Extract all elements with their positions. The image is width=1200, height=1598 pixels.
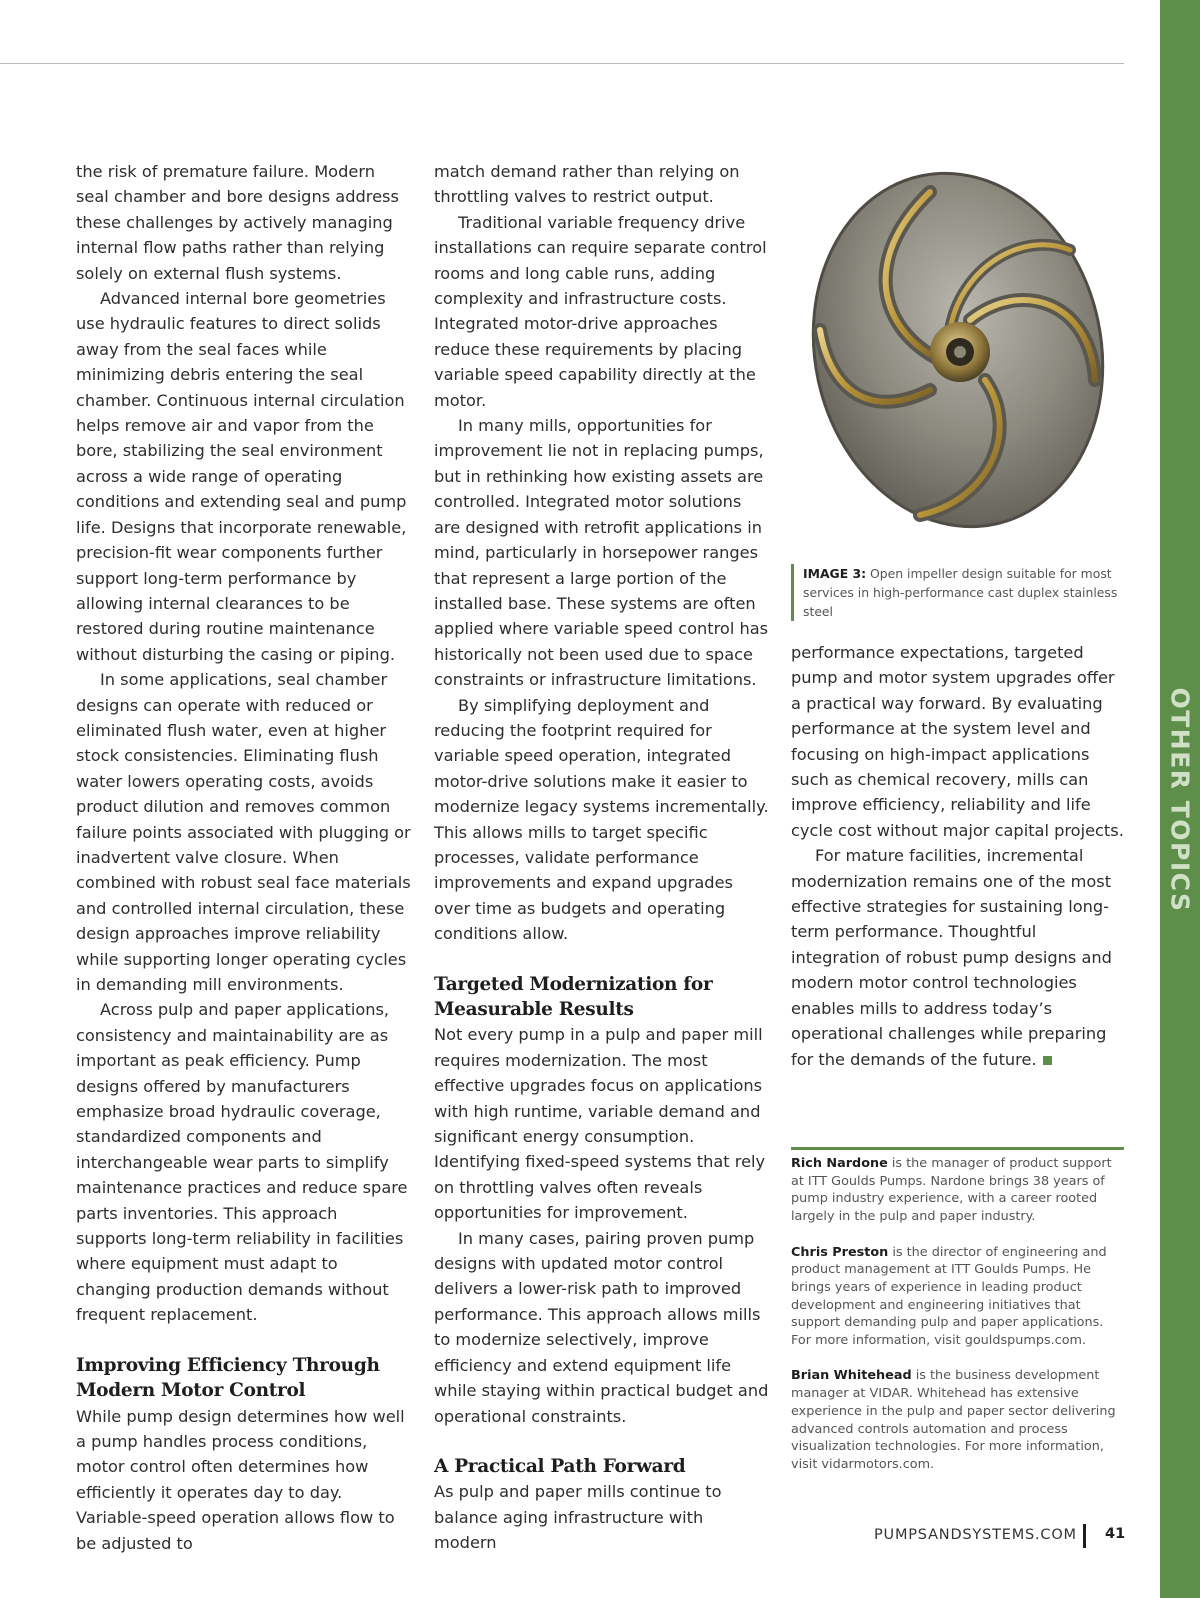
paragraph: performance expectations, targeted pump and motor system upgrades offer a practical way forward. By evaluating performance at the system level and focusing on high-impact applications such as chemical recovery, mills can improve efficiency, reliability and life cycle cost without major capital projects. (791, 643, 1124, 840)
caption-text: Open impeller design suitable for most services in high-performance cast duplex stainless steel (803, 566, 1118, 619)
paragraph: While pump design determines how well a pump handles process conditions, motor control often determines how efficiently it operates day to day. Variable-speed operation allows flow to be adjusted to (76, 1406, 405, 1553)
paragraph-text: For mature facilities, incremental modernization remains one of the most effective strategies for sustaining long-term performance. Thoughtful integration of robust pump designs and modern motor control technologies enables mills to address today’s operational challenges while preparing for the demands of the future. (791, 846, 1112, 1069)
page-number: 41 (1105, 1526, 1126, 1542)
text-column-1 (76, 159, 412, 1556)
author-description: is the business development manager at VIDAR. Whitehead has extensive experience in the pulp and paper sector delivering advanced controls automation and process visualization technologies. For more information, visit vidarmotors.com. (791, 1368, 1116, 1472)
paragraph: By simplifying deployment and reducing the footprint required for variable speed operation, integrated motor-drive solutions make it easier to modernize legacy systems incrementally. This allows mills to target specific processes, validate performance improvements and expand upgrades over time as budgets and operating conditions allow. (434, 695, 769, 944)
author-description: is the manager of product support at ITT Goulds Pumps. Nardone brings 38 years of pump industry experience, with a career rooted largely in the pulp and paper industry. (791, 1156, 1112, 1225)
author-bio (791, 1367, 1124, 1473)
impeller-photo (790, 170, 1120, 540)
figure-caption (791, 564, 1119, 621)
section-heading: A Practical Path Forward (434, 1455, 686, 1477)
paragraph: In some applications, seal chamber designs can operate with reduced or eliminated flush water, even at higher stock consistencies. Eliminating flush water lowers operating costs, avoids product dilution and removes common failure points associated with plugging or inadvertent valve closure. When combined with robust seal face materials and controlled internal circulation, these design approaches improve reliability while supporting longer operating cycles in demanding mill environments. (76, 670, 411, 994)
header-rule (0, 63, 1124, 64)
author-name: Brian Whitehead (791, 1368, 912, 1384)
author-description: is the director of engineering and product management at ITT Goulds Pumps. He brings years of experience in leading product development and engineering initiatives that support demanding pulp and paper applications. For more information, visit gouldspumps.com. (791, 1244, 1107, 1349)
author-name: Chris Preston (791, 1244, 889, 1260)
caption-label: IMAGE 3: (803, 566, 867, 581)
paragraph: As pulp and paper mills continue to balance aging infrastructure with modern (434, 1482, 722, 1553)
paragraph: Traditional variable frequency drive installations can require separate control rooms and long cable runs, adding complexity and infrastructure costs. Integrated motor-drive approaches reduce these requirements by placing variable speed capability directly at the motor. (434, 212, 767, 410)
paragraph: Across pulp and paper applications, consistency and maintainability are as important as peak efficiency. Pump designs offered by manufacturers emphasize broad hydraulic coverage, standardized components and interchangeable wear parts to simplify maintenance practices and reduce spare parts inventories. This approach supports long-term reliability in facilities where equipment must adapt to changing production demands without frequent replacement. (76, 1000, 408, 1325)
section-label-text: OTHER TOPICS (1165, 687, 1195, 913)
section-label (1162, 687, 1198, 913)
footer-divider (1083, 1524, 1086, 1548)
author-bio (791, 1155, 1124, 1226)
paragraph: Advanced internal bore geometries use hydraulic features to direct solids away from the seal faces while minimizing debris entering the seal chamber. Continuous internal circulation helps remove air and vapor from the bore, stabilizing the seal environment across a wide range of operating conditions and extending seal and pump life. Designs that incorporate renewable, precision-fit wear components further support long-term performance by allowing internal clearances to be restored during routine maintenance without disturbing the casing or piping. (76, 289, 407, 664)
paragraph: the risk of premature failure. Modern seal chamber and bore designs address these challenges by actively managing internal flow paths rather than relying solely on external flush systems. (76, 162, 399, 283)
author-bios (791, 1155, 1124, 1491)
bio-rule (791, 1147, 1124, 1150)
author-bio (791, 1244, 1124, 1350)
author-name: Rich Nardone (791, 1156, 888, 1171)
text-column-2 (434, 159, 770, 1556)
paragraph: match demand rather than relying on throttling valves to restrict output. (434, 162, 740, 207)
paragraph: In many cases, pairing proven pump designs with updated motor control delivers a lower-risk path to improved performance. This approach allows mills to modernize selectively, improve efficiency and extend equipment life while staying within practical budget and operational constraints. (434, 1228, 769, 1426)
text-column-3 (791, 640, 1125, 1072)
end-mark-icon (1043, 1056, 1052, 1065)
footer-site: PUMPSANDSYSTEMS.COM (874, 1527, 1077, 1543)
section-heading: Targeted Modernization for Measurable Results (434, 973, 713, 1020)
paragraph (791, 843, 1125, 1072)
section-heading: Improving Efficiency Through Modern Motor Control (76, 1354, 380, 1402)
paragraph: Not every pump in a pulp and paper mill requires modernization. The most effective upgrades focus on applications with high runtime, variable demand and significant energy consumption. Identifying fixed-speed systems that rely on throttling valves often reveals opportunities for improvement. (434, 1025, 766, 1223)
paragraph: In many mills, opportunities for improvement lie not in replacing pumps, but in rethinking how existing assets are controlled. Integrated motor solutions are designed with retrofit applications in mind, particularly in horsepower ranges that represent a large portion of the installed base. These systems are often applied where variable speed control has historically not been used due to space constraints or infrastructure limitations. (434, 416, 769, 690)
